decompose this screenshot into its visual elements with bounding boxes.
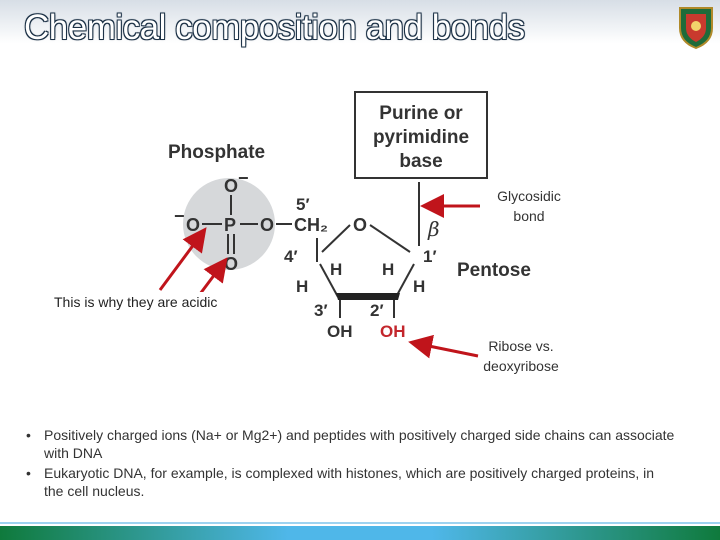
left-minus: − [174, 206, 185, 226]
acidic-callout: This is why they are acidic [54, 292, 262, 312]
glycosidic-line1: Glycosidic [497, 188, 561, 204]
slide-title: Chemical composition and bonds [24, 8, 525, 47]
beta-label: β [428, 217, 440, 241]
bullet-item [26, 464, 676, 500]
bullet-text: Positively charged ions (Na+ or Mg2+) and peptides with positively charged side chains can associate with DNA [44, 427, 675, 461]
glycosidic-line2: bond [513, 208, 545, 224]
ring-oxygen: O [353, 215, 368, 235]
base-label-line1: Purine or [379, 103, 463, 124]
top-minus: − [238, 168, 249, 188]
prime-3-label: 3′ [314, 301, 328, 320]
bullet-item [26, 426, 676, 462]
ribose-line2: deoxyribose [483, 358, 559, 374]
prime-4-label: 4′ [284, 247, 298, 266]
footer-line [0, 522, 720, 524]
bullet-dot: • [26, 465, 31, 481]
phosphate-label: Phosphate [168, 142, 266, 163]
acidic-arrow-left [160, 232, 203, 290]
footer-bar [0, 526, 720, 540]
top-oxygen: O [224, 176, 239, 196]
bridging-oxygen: O [260, 215, 275, 235]
ring-h-c1: H [382, 260, 395, 279]
glycosidic-bond-callout [484, 186, 574, 226]
bullet-dot: • [26, 427, 31, 443]
bottom-oxygen: O [224, 254, 239, 274]
hydroxyl-2: OH [380, 322, 406, 341]
prime-5-label: 5′ [296, 195, 310, 214]
base-label-line3: base [399, 151, 443, 172]
phosphorus: P [224, 215, 237, 235]
ring-h-c4: H [330, 260, 343, 279]
prime-2-label: 2′ [370, 301, 384, 320]
ring-h-c2: H [413, 277, 426, 296]
bullet-list [26, 426, 676, 502]
ring-h-c3: H [296, 277, 309, 296]
ribose-line1: Ribose vs. [488, 338, 554, 354]
hydroxyl-3: OH [327, 322, 353, 341]
ring-front-bond [336, 293, 400, 300]
bullet-text: Eukaryotic DNA, for example, is complexed with histones, which are positively charged proteins, in the cell nucleus. [44, 465, 655, 499]
base-label-line2: pyrimidine [372, 127, 470, 148]
ribose-callout [466, 336, 576, 376]
prime-1-label: 1′ [423, 247, 437, 266]
pentose-label: Pentose [457, 260, 531, 281]
ch2-label: CH₂ [294, 215, 328, 235]
left-oxygen: O [186, 215, 201, 235]
